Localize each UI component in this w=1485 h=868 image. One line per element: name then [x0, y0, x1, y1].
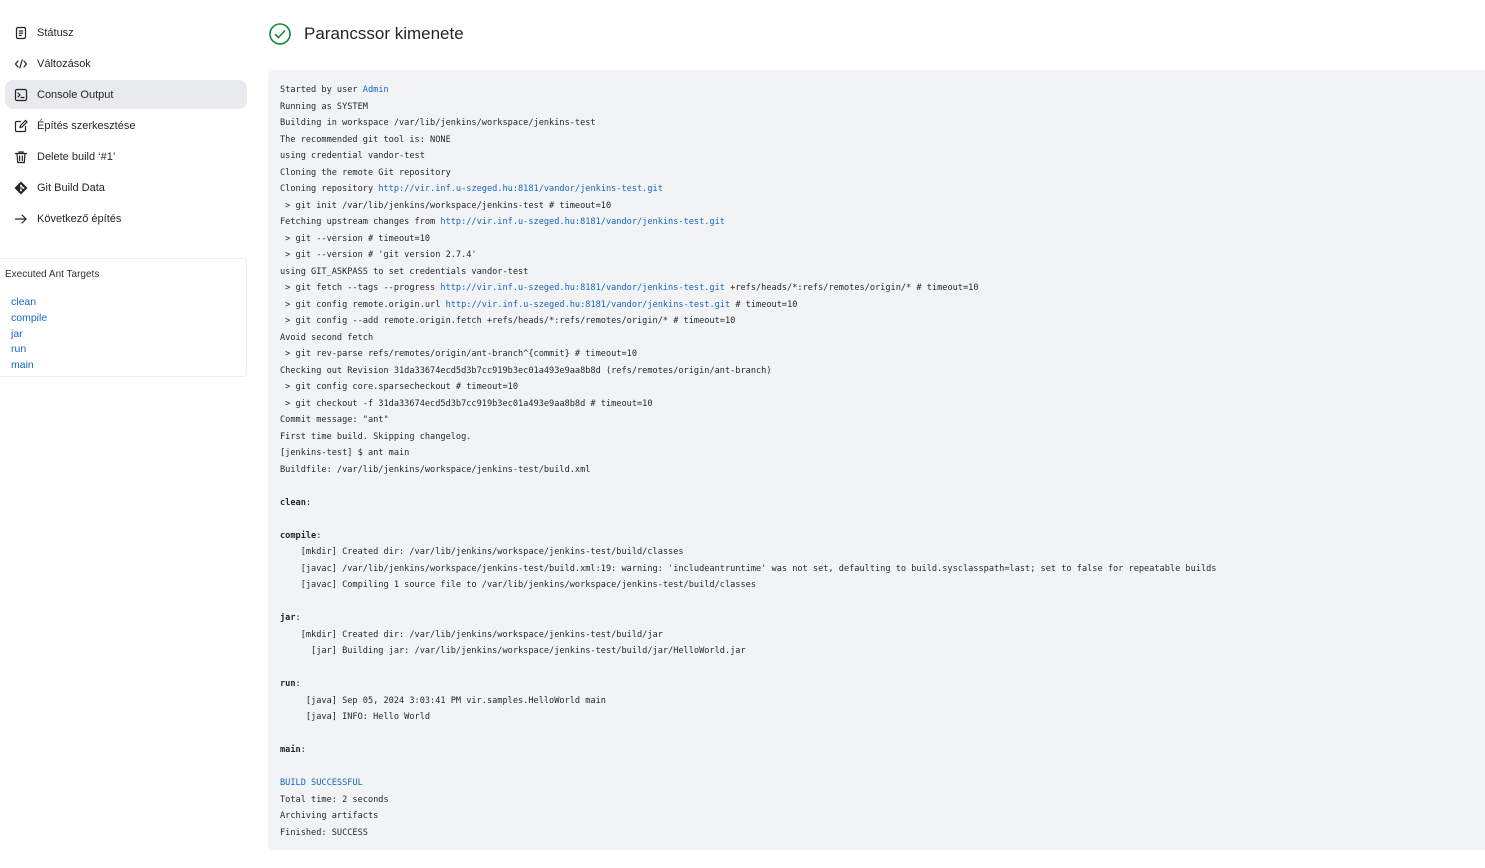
- console-line: > git --version # timeout=10: [280, 233, 431, 244]
- console-line: [jar] Building jar: /var/lib/jenkins/workspace/jenkins-test/build/jar/HelloWorld.jar: [280, 646, 746, 656]
- page-header: [268, 22, 464, 46]
- sidebar-item-label: Console Output: [37, 88, 114, 101]
- console-line: [java] INFO: Hello World: [280, 712, 431, 722]
- code-icon: [14, 57, 28, 71]
- ant-target-anchor-clean: clean: [280, 497, 306, 508]
- sidebar-item-edit-build[interactable]: [5, 111, 247, 140]
- success-check-icon: [268, 22, 292, 46]
- console-line: [mkdir] Created dir: /var/lib/jenkins/workspace/jenkins-test/build/classes: [280, 547, 684, 557]
- console-line: [javac] Compiling 1 source file to /var/lib/jenkins/workspace/jenkins-test/build/classes: [280, 580, 756, 590]
- sidebar-item-label: Git Build Data: [37, 181, 105, 194]
- git-icon: [14, 181, 28, 195]
- sidebar-item-git-build-data[interactable]: [5, 173, 247, 202]
- console-line: Running as SYSTEM: [280, 101, 368, 112]
- console-line: [280, 280, 1485, 297]
- list-item: [11, 342, 47, 358]
- console-line: [javac] /var/lib/jenkins/workspace/jenkins-test/build.xml:19: warning: 'includeantruntime' was not set, defaulting to build.sysclasspath=last; set to false for repeatable builds: [280, 563, 1217, 574]
- sidebar-item-delete-build[interactable]: [5, 142, 247, 171]
- repo-link[interactable]: http://vir.inf.u-szeged.hu:8181/vandor/jenkins-test.git: [440, 283, 725, 293]
- console-blank-line: [280, 759, 1485, 776]
- ant-target-anchor-main: main: [280, 745, 301, 755]
- console-line: Checking out Revision 31da33674ecd5d3b7cc919b3ec01a493e9aa8b8d (refs/remotes/origin/ant-branch): [280, 365, 772, 376]
- console-line: jar:: [280, 613, 301, 623]
- console-text-fragment: Started by user: [280, 85, 363, 95]
- executed-ant-targets-panel: [0, 258, 247, 377]
- console-line: > git --version # 'git version 2.7.4': [280, 250, 477, 260]
- arrow-right-icon: [14, 212, 28, 226]
- ant-target-link-jar[interactable]: jar: [11, 327, 23, 340]
- ant-target-link-compile[interactable]: compile: [11, 311, 48, 324]
- ant-targets-list: [11, 295, 47, 374]
- console-line: Buildfile: /var/lib/jenkins/workspace/jenkins-test/build.xml: [280, 464, 591, 475]
- console-line: Avoid second fetch: [280, 332, 374, 343]
- user-link[interactable]: Admin: [362, 85, 389, 95]
- console-line: [java] Sep 05, 2024 3:03:41 PM vir.samples.HelloWorld main: [280, 695, 606, 706]
- sidebar-item-console-output[interactable]: [5, 80, 247, 109]
- console-blank-line: [280, 660, 1485, 677]
- repo-link[interactable]: http://vir.inf.u-szeged.hu:8181/vandor/jenkins-test.git: [378, 184, 663, 194]
- ant-targets-title: Executed Ant Targets: [5, 269, 100, 280]
- sidebar-item-label: Státusz: [37, 26, 74, 39]
- sidebar-item-status[interactable]: [5, 18, 247, 47]
- console-line: > git config core.sparsecheckout # timeout=10: [280, 382, 518, 392]
- status-icon: [14, 26, 28, 40]
- console-blank-line: [280, 726, 1485, 743]
- console-line: [280, 181, 1485, 198]
- console-line: Archiving artifacts: [280, 811, 379, 821]
- sidebar-item-label: Építés szerkesztése: [37, 119, 136, 132]
- console-text-fragment: Cloning repository: [280, 184, 379, 194]
- console-text-fragment: > git config remote.origin.url: [280, 299, 446, 310]
- console-text-fragment: Fetching upstream changes from: [280, 217, 441, 227]
- console-blank-line: [280, 478, 1485, 495]
- page-title: Parancssor kimenete: [304, 24, 464, 43]
- console-text-fragment: # timeout=10: [730, 299, 798, 310]
- console-line: [280, 82, 1485, 99]
- console-text-fragment: > git fetch --tags --progress: [280, 283, 441, 293]
- console-line: clean:: [280, 497, 312, 508]
- trash-icon: [14, 150, 28, 164]
- console-line: [mkdir] Created dir: /var/lib/jenkins/workspace/jenkins-test/build/jar: [280, 629, 663, 640]
- console-line: [280, 214, 1485, 231]
- console-line: > git init /var/lib/jenkins/workspace/jenkins-test # timeout=10: [280, 200, 612, 211]
- console-line: > git config --add remote.origin.fetch +refs/heads/*:refs/remotes/origin/* # timeout=10: [280, 316, 736, 326]
- console-line: using credential vandor-test: [280, 151, 425, 161]
- list-item: [11, 295, 47, 311]
- repo-link[interactable]: http://vir.inf.u-szeged.hu:8181/vandor/jenkins-test.git: [445, 299, 731, 310]
- console-line: Finished: SUCCESS: [280, 827, 368, 838]
- sidebar-item-next-build[interactable]: [5, 204, 247, 233]
- console-line: [jenkins-test] $ ant main: [280, 448, 410, 458]
- list-item: [11, 327, 47, 343]
- sidebar-item-label: Változások: [37, 57, 91, 70]
- sidebar-item-label: Delete build ‘#1’: [37, 150, 116, 163]
- console-line: The recommended git tool is: NONE: [280, 134, 451, 145]
- sidebar-item-changes[interactable]: [5, 49, 247, 78]
- console-output: [268, 70, 1485, 850]
- console-line: > git checkout -f 31da33674ecd5d3b7cc919b3ec01a493e9aa8b8d # timeout=10: [280, 398, 653, 409]
- ant-target-anchor-jar: jar: [280, 613, 296, 623]
- ant-target-link-clean[interactable]: clean: [11, 296, 37, 308]
- console-text: [280, 82, 1485, 841]
- sidebar-item-label: Következő építés: [37, 212, 122, 225]
- ant-target-link-run[interactable]: run: [11, 343, 27, 356]
- ant-target-anchor-compile: compile: [280, 530, 317, 541]
- terminal-icon: [14, 88, 28, 102]
- console-line: First time build. Skipping changelog.: [280, 431, 472, 442]
- list-item: [11, 358, 47, 374]
- ant-target-link-main[interactable]: main: [11, 359, 34, 372]
- console-line: run:: [280, 679, 301, 689]
- repo-link[interactable]: http://vir.inf.u-szeged.hu:8181/vandor/jenkins-test.git: [440, 217, 725, 227]
- console-line: Commit message: "ant": [280, 415, 389, 425]
- console-line: Cloning the remote Git repository: [280, 167, 451, 178]
- console-line: Building in workspace /var/lib/jenkins/workspace/jenkins-test: [280, 118, 596, 128]
- console-line: [280, 297, 1485, 314]
- console-line: > git rev-parse refs/remotes/origin/ant-branch^{commit} # timeout=10: [280, 349, 637, 359]
- console-blank-line: [280, 594, 1485, 611]
- console-line: Total time: 2 seconds: [280, 794, 389, 805]
- list-item: [11, 311, 47, 327]
- console-line: compile:: [280, 530, 322, 541]
- build-successful-line: BUILD SUCCESSFUL: [280, 778, 363, 788]
- ant-target-anchor-run: run: [280, 679, 296, 689]
- console-blank-line: [280, 511, 1485, 528]
- console-line: main:: [280, 745, 306, 755]
- edit-icon: [14, 119, 28, 133]
- console-line: using GIT_ASKPASS to set credentials vandor-test: [280, 266, 529, 277]
- sidebar-tasks: [0, 18, 252, 235]
- console-text-fragment: +refs/heads/*:refs/remotes/origin/* # timeout=10: [724, 283, 979, 293]
